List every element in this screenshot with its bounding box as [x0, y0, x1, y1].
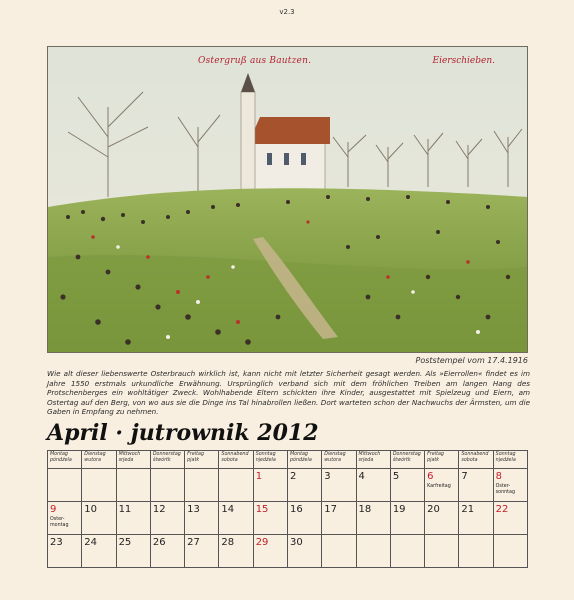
- day-header-hsb: štwórtk: [152, 457, 171, 463]
- day-cell: [287, 469, 321, 502]
- day-header-hsb: wutora: [84, 457, 101, 463]
- day-header-de: Freitag: [187, 452, 205, 457]
- day-cell: [356, 469, 390, 502]
- day-number: 5: [392, 471, 400, 482]
- day-header-hsb: srjeda: [118, 457, 134, 463]
- day-header-de: Freitag: [427, 452, 444, 457]
- postmark-caption: Poststempel vom 17.4.1916: [415, 356, 528, 365]
- day-cell: [459, 469, 493, 502]
- day-header-hsb: póndźela: [289, 457, 312, 463]
- day-number: 10: [84, 504, 98, 515]
- day-cell: [493, 535, 527, 568]
- description-text: Wie alt dieser liebenswerte Osterbrauch wirklich ist, kann nicht mit letzter Sicherheit gesagt werden. Als »Eierrollen« findet es im Jahre 1550 erstmals urkundliche Erwähnung. Ursprünglich verband sich mit dem fröhlichen Treiben am langen Hang des Protschenberges ein wohltätiger Zweck. Wohlhabende Eltern schickten ihre Kinder, ausgestattet mit Spielzeug und Eiern, am Ostertag auf den Berg, von wo aus sie die Dinge ins Tal hinabrollen ließen. Dort warteten schon der Nachwuchs der Ärmsten, um die Gaben in Empfang zu nehmen.: [47, 369, 530, 417]
- day-number: 11: [118, 504, 132, 515]
- day-header: [459, 451, 493, 469]
- day-number: 16: [289, 504, 303, 515]
- day-cell: [219, 535, 253, 568]
- day-cell: [150, 469, 184, 502]
- holiday-label: Oster-sonntag: [495, 484, 516, 495]
- day-number: 12: [152, 504, 166, 515]
- day-number: 14: [221, 504, 235, 515]
- day-cell: [253, 502, 287, 535]
- day-cell: [82, 502, 116, 535]
- day-header-de: Mittwoch: [358, 452, 381, 457]
- day-cell: [253, 535, 287, 568]
- day-cell: [425, 469, 459, 502]
- day-number: 26: [152, 537, 166, 548]
- day-number: 1: [255, 471, 263, 482]
- day-header-de: Donnerstag: [152, 452, 181, 457]
- day-header: [185, 451, 219, 469]
- day-number: 2: [289, 471, 297, 482]
- postcard-illustration: [48, 47, 528, 353]
- day-cell: [116, 502, 150, 535]
- day-cell: [219, 469, 253, 502]
- day-cell: [459, 535, 493, 568]
- day-number: 6: [427, 471, 434, 482]
- day-cell: [356, 502, 390, 535]
- day-cell: [493, 469, 527, 502]
- day-cell: [219, 502, 253, 535]
- day-header-hsb: srjeda: [358, 457, 374, 463]
- day-header: [219, 451, 253, 469]
- day-number: 22: [495, 504, 509, 515]
- day-header-de: Donnerstag: [392, 452, 421, 457]
- postcard-title: Ostergruß aus Bautzen.: [198, 56, 312, 66]
- day-header-hsb: njedźela: [495, 457, 516, 463]
- day-header-hsb: póndźela: [50, 457, 72, 463]
- day-cell: [253, 469, 287, 502]
- day-header: [287, 451, 321, 469]
- calendar-title: April · jutrownik 2012: [47, 420, 319, 446]
- day-number: 30: [289, 537, 303, 548]
- day-number: 25: [118, 537, 132, 548]
- day-number: 19: [392, 504, 406, 515]
- day-number: 4: [358, 471, 365, 482]
- day-number: 27: [187, 537, 200, 548]
- day-number: 24: [84, 537, 98, 548]
- day-number: 18: [358, 504, 372, 515]
- calendar-grid: [47, 450, 528, 568]
- holiday-label: Karfreitag: [427, 484, 451, 489]
- day-cell: [116, 535, 150, 568]
- day-header-de: Montag: [50, 452, 68, 457]
- day-number: 29: [255, 537, 269, 548]
- day-header-hsb: njedźela: [255, 457, 276, 463]
- day-header-hsb: wutora: [324, 457, 341, 463]
- day-cell: [48, 469, 82, 502]
- day-number: 28: [221, 537, 235, 548]
- day-cell: [356, 535, 390, 568]
- day-cell: [185, 502, 219, 535]
- day-cell: [425, 535, 459, 568]
- day-header-de: Sonnabend: [221, 452, 249, 457]
- day-cell: [185, 535, 219, 568]
- day-cell: [390, 535, 424, 568]
- day-header: [390, 451, 424, 469]
- day-cell: [185, 469, 219, 502]
- day-cell: [82, 469, 116, 502]
- day-number: 9: [50, 504, 57, 515]
- holiday-label: Oster-montag: [50, 517, 69, 528]
- day-header-de: Sonnabend: [461, 452, 489, 457]
- day-header: [48, 451, 82, 469]
- day-cell: [48, 502, 82, 535]
- day-number: 7: [461, 471, 468, 482]
- day-cell: [322, 535, 356, 568]
- day-number: 15: [255, 504, 269, 515]
- day-header: [425, 451, 459, 469]
- week-row: [48, 535, 528, 568]
- day-cell: [390, 469, 424, 502]
- day-header: [150, 451, 184, 469]
- day-number: 8: [495, 471, 503, 482]
- day-header-de: Dienstag: [84, 452, 106, 457]
- day-header-hsb: štwórtk: [392, 457, 411, 463]
- day-header: [82, 451, 116, 469]
- week-row: [48, 469, 528, 502]
- day-header-hsb: sobota: [461, 457, 478, 463]
- day-header-row: [48, 451, 528, 469]
- day-header: [493, 451, 527, 469]
- day-cell: [322, 469, 356, 502]
- week-row: [48, 502, 528, 535]
- day-number: 17: [324, 504, 337, 515]
- day-cell: [425, 502, 459, 535]
- day-cell: [459, 502, 493, 535]
- day-cell: [287, 502, 321, 535]
- day-header: [116, 451, 150, 469]
- day-header-hsb: sobota: [221, 457, 238, 463]
- postcard-image: [47, 46, 528, 353]
- day-cell: [48, 535, 82, 568]
- day-cell: [150, 502, 184, 535]
- day-number: 20: [427, 504, 440, 515]
- day-header-de: Mittwoch: [118, 452, 141, 457]
- day-cell: [82, 535, 116, 568]
- day-header-hsb: pjatk: [187, 457, 200, 463]
- day-header-de: Dienstag: [324, 452, 346, 457]
- day-header: [322, 451, 356, 469]
- day-header-de: Sonntag: [255, 452, 276, 457]
- day-number: 3: [324, 471, 331, 482]
- day-number: 21: [461, 504, 475, 515]
- day-cell: [287, 535, 321, 568]
- postcard-subtitle: Eierschieben.: [432, 56, 495, 66]
- day-cell: [493, 502, 527, 535]
- day-header-hsb: pjatk: [427, 457, 440, 463]
- day-cell: [390, 502, 424, 535]
- day-header: [356, 451, 390, 469]
- day-number: 13: [187, 504, 200, 515]
- day-cell: [322, 502, 356, 535]
- page-code: v2.3: [279, 8, 295, 16]
- day-cell: [150, 535, 184, 568]
- day-header-de: Montag: [289, 452, 308, 457]
- day-cell: [116, 469, 150, 502]
- day-number: 23: [50, 537, 63, 548]
- day-header-de: Sonntag: [495, 452, 516, 457]
- day-header: [253, 451, 287, 469]
